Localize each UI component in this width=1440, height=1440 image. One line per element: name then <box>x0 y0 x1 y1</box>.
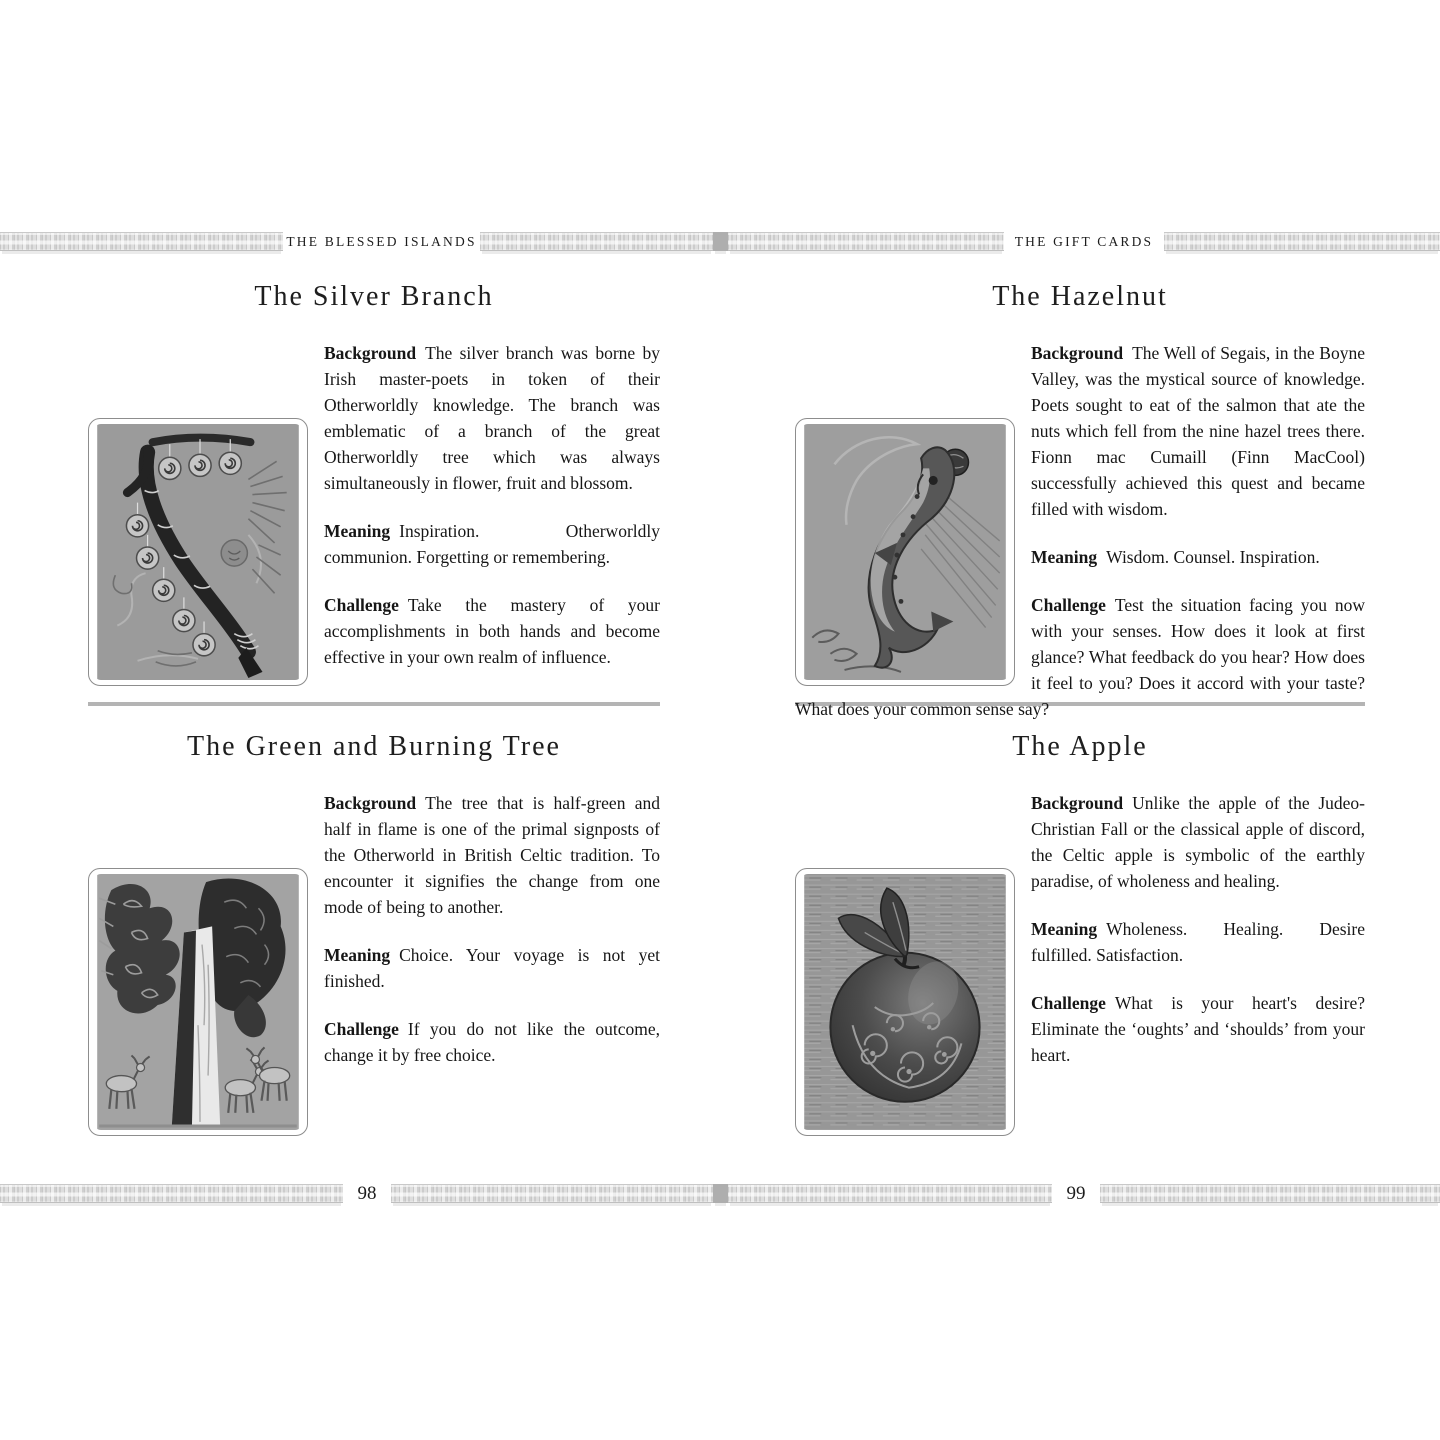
ornament-border-icon <box>391 1184 713 1203</box>
meaning-label: Meaning <box>1031 547 1098 567</box>
card-body <box>88 340 660 692</box>
card-title-silver-branch: The Silver Branch <box>254 281 494 312</box>
card-title-apple: The Apple <box>1012 731 1148 762</box>
apple-illustration <box>795 868 1015 1136</box>
ornament-border-icon <box>480 232 713 251</box>
ornament-border-icon <box>728 232 1004 251</box>
background-label: Background <box>1031 343 1124 363</box>
card-title-hazelnut: The Hazelnut <box>992 281 1168 312</box>
card-image-container <box>795 868 1015 1136</box>
running-head-left <box>283 232 480 251</box>
ornament-border-icon <box>1164 232 1440 251</box>
challenge-label: Challenge <box>324 595 399 615</box>
card-body <box>88 790 660 1142</box>
hazelnut-illustration <box>795 418 1015 686</box>
card-section-green-burning-tree <box>88 706 660 1142</box>
card-body <box>795 340 1365 722</box>
card-image-container <box>88 418 308 686</box>
background-label: Background <box>1031 793 1124 813</box>
challenge-text: Test the situation facing you now with your senses. How does it look at first glance? What feedback do you hear? How does it feel to you? Does it accord with your taste? What does your common sense say? <box>795 595 1365 719</box>
page-number-left <box>343 1184 391 1203</box>
card-section-hazelnut <box>795 272 1365 719</box>
challenge-text: If you do not like the outcome, change it by free choice. <box>324 1019 660 1065</box>
meaning-text: Inspiration. Otherworldly communion. Forgetting or remembering. <box>324 521 660 567</box>
challenge-label: Challenge <box>1031 993 1106 1013</box>
background-label: Background <box>324 793 417 813</box>
meaning-label: Meaning <box>324 945 391 965</box>
card-body <box>795 790 1365 1142</box>
background-text: The tree that is half-green and half in flame is one of the primal signposts of the Otherworld in British Celtic tradition. To encounter it signifies the change from one mode of being to another. <box>324 793 660 917</box>
gutter-block <box>713 1184 728 1203</box>
page-number-right-text: 99 <box>1066 1182 1086 1204</box>
footer-ornament-band <box>0 1184 1440 1203</box>
gutter-block <box>713 232 728 251</box>
ornament-border-icon <box>728 1184 1052 1203</box>
page-right <box>795 272 1365 1142</box>
challenge-text: What is your heart's desire? Eliminate the ‘oughts’ and ‘shoulds’ from your heart. <box>1031 993 1365 1065</box>
meaning-label: Meaning <box>324 521 391 541</box>
ornament-border-icon <box>0 232 283 251</box>
challenge-label: Challenge <box>1031 595 1106 615</box>
card-section-apple <box>795 706 1365 1142</box>
page-left <box>88 272 660 1142</box>
card-section-silver-branch <box>88 272 660 694</box>
meaning-text: Wisdom. Counsel. Inspiration. <box>1106 547 1320 567</box>
running-head-left-text: THE BLESSED ISLANDS <box>286 233 477 249</box>
background-text: The silver branch was borne by Irish master-poets in token of their Otherworldly knowledge. The branch was emblematic of a branch of the great Otherworldly tree which was always simultaneously in flower, fruit and blossom. <box>324 343 660 493</box>
page-number-right <box>1052 1184 1100 1203</box>
background-text: The Well of Segais, in the Boyne Valley, was the mystical source of knowledge. Poets sought to eat of the salmon that ate the nuts which fell from the nine hazel trees there. Fionn mac Cumaill (Finn MacCool) successfully achieved this quest and became filled with wisdom. <box>1031 343 1365 519</box>
page-number-left-text: 98 <box>357 1182 377 1204</box>
meaning-text: Choice. Your voyage is not yet finished. <box>324 945 660 991</box>
meaning-text: Wholeness. Healing. Desire fulfilled. Satisfaction. <box>1031 919 1365 965</box>
ornament-border-icon <box>1100 1184 1440 1203</box>
card-image-container <box>795 418 1015 686</box>
silver-branch-illustration <box>88 418 308 686</box>
ornament-border-icon <box>0 1184 343 1203</box>
header-ornament-band <box>0 232 1440 251</box>
background-label: Background <box>324 343 417 363</box>
meaning-label: Meaning <box>1031 919 1098 939</box>
background-text: Unlike the apple of the Judeo-Christian Fall or the classical apple of discord, the Celtic apple is symbolic of the earthly paradise, of wholeness and healing. <box>1031 793 1365 891</box>
green-burning-tree-illustration <box>88 868 308 1136</box>
card-title-green-burning-tree: The Green and Burning Tree <box>187 731 561 762</box>
challenge-text: Take the mastery of your accomplishments in both hands and become effective in your own realm of influence. <box>324 595 660 667</box>
running-head-right <box>1004 232 1164 251</box>
challenge-label: Challenge <box>324 1019 399 1039</box>
running-head-right-text: THE GIFT CARDS <box>1014 233 1154 249</box>
card-image-container <box>88 868 308 1136</box>
